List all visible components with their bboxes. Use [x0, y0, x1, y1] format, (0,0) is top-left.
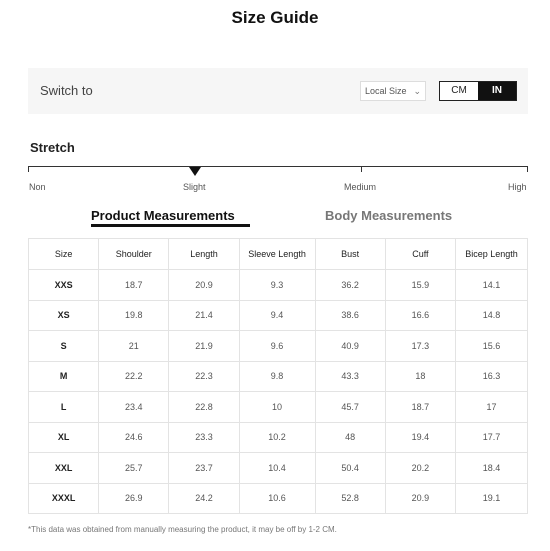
measurement-cell: 22.8	[169, 392, 239, 423]
table-row	[29, 300, 528, 331]
measurement-cell: 15.9	[385, 270, 455, 301]
measurement-cell: 38.6	[315, 300, 385, 331]
tab-body-measurements[interactable]: Body Measurements	[325, 208, 453, 223]
stretch-scale-line	[28, 166, 528, 167]
measurement-cell: 23.7	[169, 453, 239, 484]
table-row	[29, 483, 528, 514]
size-table-body	[29, 270, 528, 514]
stretch-level-medium: Medium	[344, 182, 377, 192]
measurement-cell: 43.3	[315, 361, 385, 392]
column-header-cuff: Cuff	[385, 239, 455, 270]
measurement-cell: 18.7	[99, 270, 169, 301]
size-cell: S	[29, 331, 99, 362]
measurement-cell: 36.2	[315, 270, 385, 301]
unit-cm-button[interactable]: CM	[440, 82, 478, 100]
unit-toggle	[439, 81, 517, 101]
measurement-cell: 52.8	[315, 483, 385, 514]
measurement-cell: 18.4	[456, 453, 528, 484]
measurement-cell: 15.6	[456, 331, 528, 362]
measurement-cell: 10.6	[239, 483, 315, 514]
chevron-down-icon: ⌄	[413, 86, 421, 96]
measurement-cell: 16.3	[456, 361, 528, 392]
table-row	[29, 392, 528, 423]
unit-switch-bar	[28, 68, 528, 114]
measurement-cell: 23.4	[99, 392, 169, 423]
measurement-cell: 21.9	[169, 331, 239, 362]
measurement-cell: 26.9	[99, 483, 169, 514]
measurement-cell: 20.9	[169, 270, 239, 301]
stretch-tick	[527, 166, 528, 172]
measurement-cell: 21	[99, 331, 169, 362]
measurement-cell: 17.7	[456, 422, 528, 453]
column-header-shoulder: Shoulder	[99, 239, 169, 270]
page-title: Size Guide	[231, 8, 319, 27]
measurement-cell: 50.4	[315, 453, 385, 484]
measurement-cell: 23.3	[169, 422, 239, 453]
size-cell: L	[29, 392, 99, 423]
measurement-cell: 9.3	[239, 270, 315, 301]
measurement-cell: 19.1	[456, 483, 528, 514]
measurement-cell: 17	[456, 392, 528, 423]
measurement-cell: 16.6	[385, 300, 455, 331]
size-cell: XS	[29, 300, 99, 331]
measurement-cell: 10	[239, 392, 315, 423]
measurement-cell: 10.2	[239, 422, 315, 453]
stretch-level-non: Non	[29, 182, 46, 192]
stretch-level-slight: Slight	[183, 182, 206, 192]
measurement-cell: 21.4	[169, 300, 239, 331]
size-cell: XL	[29, 422, 99, 453]
switch-to-label: Switch to	[40, 83, 93, 98]
column-header-bicep-length: Bicep Length	[456, 239, 528, 270]
active-tab-underline	[91, 224, 250, 227]
measurement-cell: 24.6	[99, 422, 169, 453]
size-cell: XXXL	[29, 483, 99, 514]
measurement-cell: 14.1	[456, 270, 528, 301]
stretch-marker-icon	[189, 167, 201, 176]
table-row	[29, 361, 528, 392]
measurement-cell: 20.9	[385, 483, 455, 514]
column-header-size: Size	[29, 239, 99, 270]
stretch-level-high: High	[508, 182, 527, 192]
measurement-cell: 48	[315, 422, 385, 453]
table-header-row	[29, 239, 528, 270]
column-header-bust: Bust	[315, 239, 385, 270]
measurement-cell: 22.3	[169, 361, 239, 392]
local-size-dropdown[interactable]	[360, 81, 426, 101]
measurement-cell: 24.2	[169, 483, 239, 514]
measurement-cell: 17.3	[385, 331, 455, 362]
size-table	[28, 238, 528, 514]
table-row	[29, 270, 528, 301]
measurement-cell: 40.9	[315, 331, 385, 362]
measurement-cell: 14.8	[456, 300, 528, 331]
measurement-footnote: *This data was obtained from manually measuring the product, it may be off by 1-2 CM.	[28, 525, 337, 534]
column-header-sleeve-length: Sleeve Length	[239, 239, 315, 270]
stretch-title: Stretch	[30, 140, 75, 155]
size-cell: XXS	[29, 270, 99, 301]
stretch-tick	[361, 166, 362, 172]
measurement-cell: 10.4	[239, 453, 315, 484]
measurement-cell: 9.4	[239, 300, 315, 331]
size-cell: XXL	[29, 453, 99, 484]
measurement-cell: 25.7	[99, 453, 169, 484]
measurement-cell: 18	[385, 361, 455, 392]
measurement-cell: 9.8	[239, 361, 315, 392]
unit-in-button[interactable]: IN	[478, 82, 516, 100]
table-row	[29, 331, 528, 362]
measurement-cell: 45.7	[315, 392, 385, 423]
measurement-cell: 9.6	[239, 331, 315, 362]
measurement-cell: 20.2	[385, 453, 455, 484]
measurement-cell: 19.4	[385, 422, 455, 453]
measurement-cell: 22.2	[99, 361, 169, 392]
stretch-tick	[28, 166, 29, 172]
table-row	[29, 453, 528, 484]
table-row	[29, 422, 528, 453]
measurement-cell: 19.8	[99, 300, 169, 331]
measurement-cell: 18.7	[385, 392, 455, 423]
column-header-length: Length	[169, 239, 239, 270]
local-size-label: Local Size	[365, 86, 407, 96]
tab-product-measurements[interactable]: Product Measurements	[91, 208, 235, 223]
size-cell: M	[29, 361, 99, 392]
